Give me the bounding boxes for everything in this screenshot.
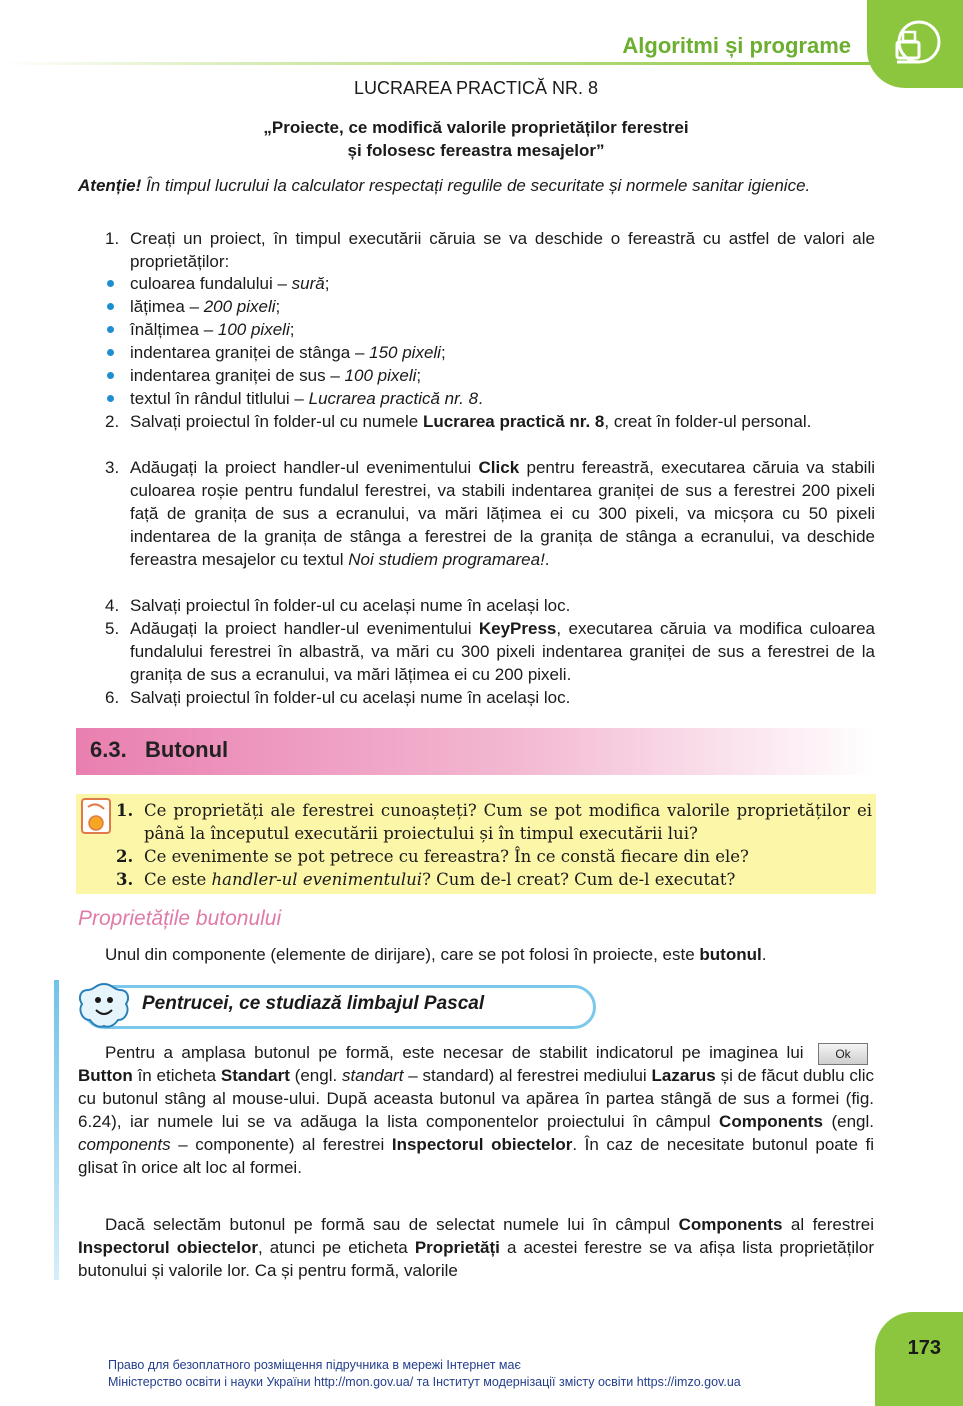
bullet-item: indentarea graniței de stânga – 150 pixeli; bbox=[105, 341, 875, 364]
page-number: 173 bbox=[907, 1337, 941, 1359]
step-3 bbox=[105, 456, 875, 571]
chapter-title: Algoritmi și programe bbox=[622, 33, 851, 58]
section-heading bbox=[90, 737, 228, 763]
questions-icon bbox=[80, 797, 112, 835]
attention-text: În timpul lucrului la calculator respectați regulile de securitate și normele sanitar igienice. bbox=[141, 176, 811, 195]
step-text: Creați un proiect, în timpul executării căruia se va deschide o fereastră cu astfel de valori ale proprietăților: bbox=[130, 229, 875, 271]
step-5 bbox=[105, 617, 875, 686]
step-number: 4. bbox=[105, 596, 120, 615]
step-4 bbox=[105, 594, 875, 617]
header-rule bbox=[0, 62, 880, 65]
bullet-item: culoarea fundalului – sură; bbox=[105, 272, 875, 295]
bullet-dot-icon bbox=[107, 303, 114, 310]
bullet-dot-icon bbox=[107, 372, 114, 379]
bullet-item: indentarea graniței de sus – 100 pixeli; bbox=[105, 364, 875, 387]
question-item: 1. Ce proprietăți ale ferestrei cunoașteți? Cum se pot modifica valorile proprietăților ei până la începutul executării proiectului și în timpul executării lui? bbox=[116, 801, 872, 843]
step-2 bbox=[105, 410, 875, 433]
bullet-item: textul în rândul titlului – Lucrarea practică nr. 8. bbox=[105, 387, 875, 410]
step-text: Salvați proiectul în folder-ul cu numele Lucrarea practică nr. 8, creat în folder-ul personal. bbox=[130, 412, 812, 431]
pascal-banner-text: Pentrucei, ce studiază limbajul Pascal bbox=[142, 993, 485, 1014]
bullet-item: înălțimea – 100 pixeli; bbox=[105, 318, 875, 341]
bullet-item: lățimea – 200 pixeli; bbox=[105, 295, 875, 318]
pascal-sidebar bbox=[54, 980, 59, 1280]
section-number: 6.3. bbox=[90, 737, 127, 762]
section-title: Butonul bbox=[145, 737, 229, 762]
pascal-paragraph-2: Dacă selectăm butonul pe formă sau de selectat numele lui în câmpul Components al ferestrei Inspectorul obiectelor, atunci pe eticheta Proprietăți a acestei ferestre se va afișa lista proprietăților butonului și valorile lor. Ca și pentru formă, valorile bbox=[78, 1215, 874, 1280]
pascal-mascot-icon bbox=[74, 980, 134, 1035]
step-number: 5. bbox=[105, 619, 120, 638]
step-number: 6. bbox=[105, 688, 120, 707]
computer-icon bbox=[891, 20, 943, 73]
practical-work-subtitle bbox=[78, 116, 874, 162]
bullet-dot-icon bbox=[107, 349, 114, 356]
footer-line-2: Міністерство освіти і науки України http://mon.gov.ua/ та Інститут модернізації змісту освіти https://imzo.gov.ua bbox=[108, 1375, 741, 1389]
bullet-dot-icon bbox=[107, 280, 114, 287]
ok-button-image: Ok bbox=[818, 1043, 868, 1065]
attention-paragraph bbox=[78, 174, 874, 197]
subheading: Proprietățile butonului bbox=[78, 907, 282, 930]
footer-line-1: Право для безоплатного розміщення підручника в мережі Інтернет має bbox=[108, 1358, 521, 1372]
practical-work-title: LUCRAREA PRACTICĂ NR. 8 bbox=[353, 78, 599, 98]
question-item: 3. Ce este handler-ul evenimentului? Cum de-l creat? Cum de-l executat? bbox=[116, 870, 736, 889]
pascal-paragraph-1: Pentru a amplasa butonul pe formă, este necesar de stabilit indicatorul pe imaginea lui Ok Button în eticheta Standart (engl. standart – standard) al ferestrei mediului Lazarus și de făcut dublu clic cu butonul stâng al mouse-ului. După aceasta butonul va apărea în partea stângă de sus a formei (fig. 6.24), iar numele lui se va adăuga la lista componentelor proiectului în câmpul Components (engl. components – componente) al ferestrei Inspectorul obiectelor. În caz de necesitate butonul poate fi glisat în orice alt loc al formei. bbox=[78, 1043, 874, 1177]
step-text: Salvați proiectul în folder-ul cu același nume în același loc. bbox=[130, 688, 571, 707]
question-item: 2. Ce evenimente se pot petrece cu fereastra? În ce constă fiecare din ele? bbox=[116, 847, 749, 866]
step-6 bbox=[105, 686, 875, 709]
intro-paragraph: Unul din componente (elemente de dirijare), care se pot folosi în proiecte, este butonul. bbox=[105, 945, 767, 964]
step-number: 2. bbox=[105, 412, 120, 431]
step-text: Adăugați la proiect handler-ul evenimentului KeyPress, executarea căruia va modifica culoarea fundalului ferestrei în albastră, va mări cu 300 pixeli indentarea graniței de sus a ferestrei de la granița de sus a ecranului, va mări lățimea ei cu 200 pixeli. bbox=[130, 619, 875, 684]
step-text: Salvați proiectul în folder-ul cu același nume în același loc. bbox=[130, 596, 571, 615]
bullet-dot-icon bbox=[107, 395, 114, 402]
step-number: 3. bbox=[105, 458, 120, 477]
subtitle-line-1: „Proiecte, ce modifică valorile proprietăților ferestrei bbox=[263, 118, 689, 137]
subtitle-line-2: și folosesc fereastra mesajelor” bbox=[347, 141, 605, 160]
step-text: Adăugați la proiect handler-ul evenimentului Click pentru fereastră, executarea căruia va stabili culoarea roșie pentru fundalul ferestrei, va stabili indentarea graniței de sus a ferestrei 200 pixeli față de granița de sus a ecranului, va mări lățimea ei cu 300 pixeli, va micșora cu 50 pixeli indentarea de la granița de stânga a ferestrei de la granița de stânga a ecranului, va deschide fereastra mesajelor cu textul Noi studiem programarea!. bbox=[130, 458, 876, 569]
step-1 bbox=[105, 227, 875, 273]
step-number: 1. bbox=[105, 229, 120, 248]
bullet-dot-icon bbox=[107, 326, 114, 333]
attention-label: Atenție! bbox=[78, 176, 142, 195]
